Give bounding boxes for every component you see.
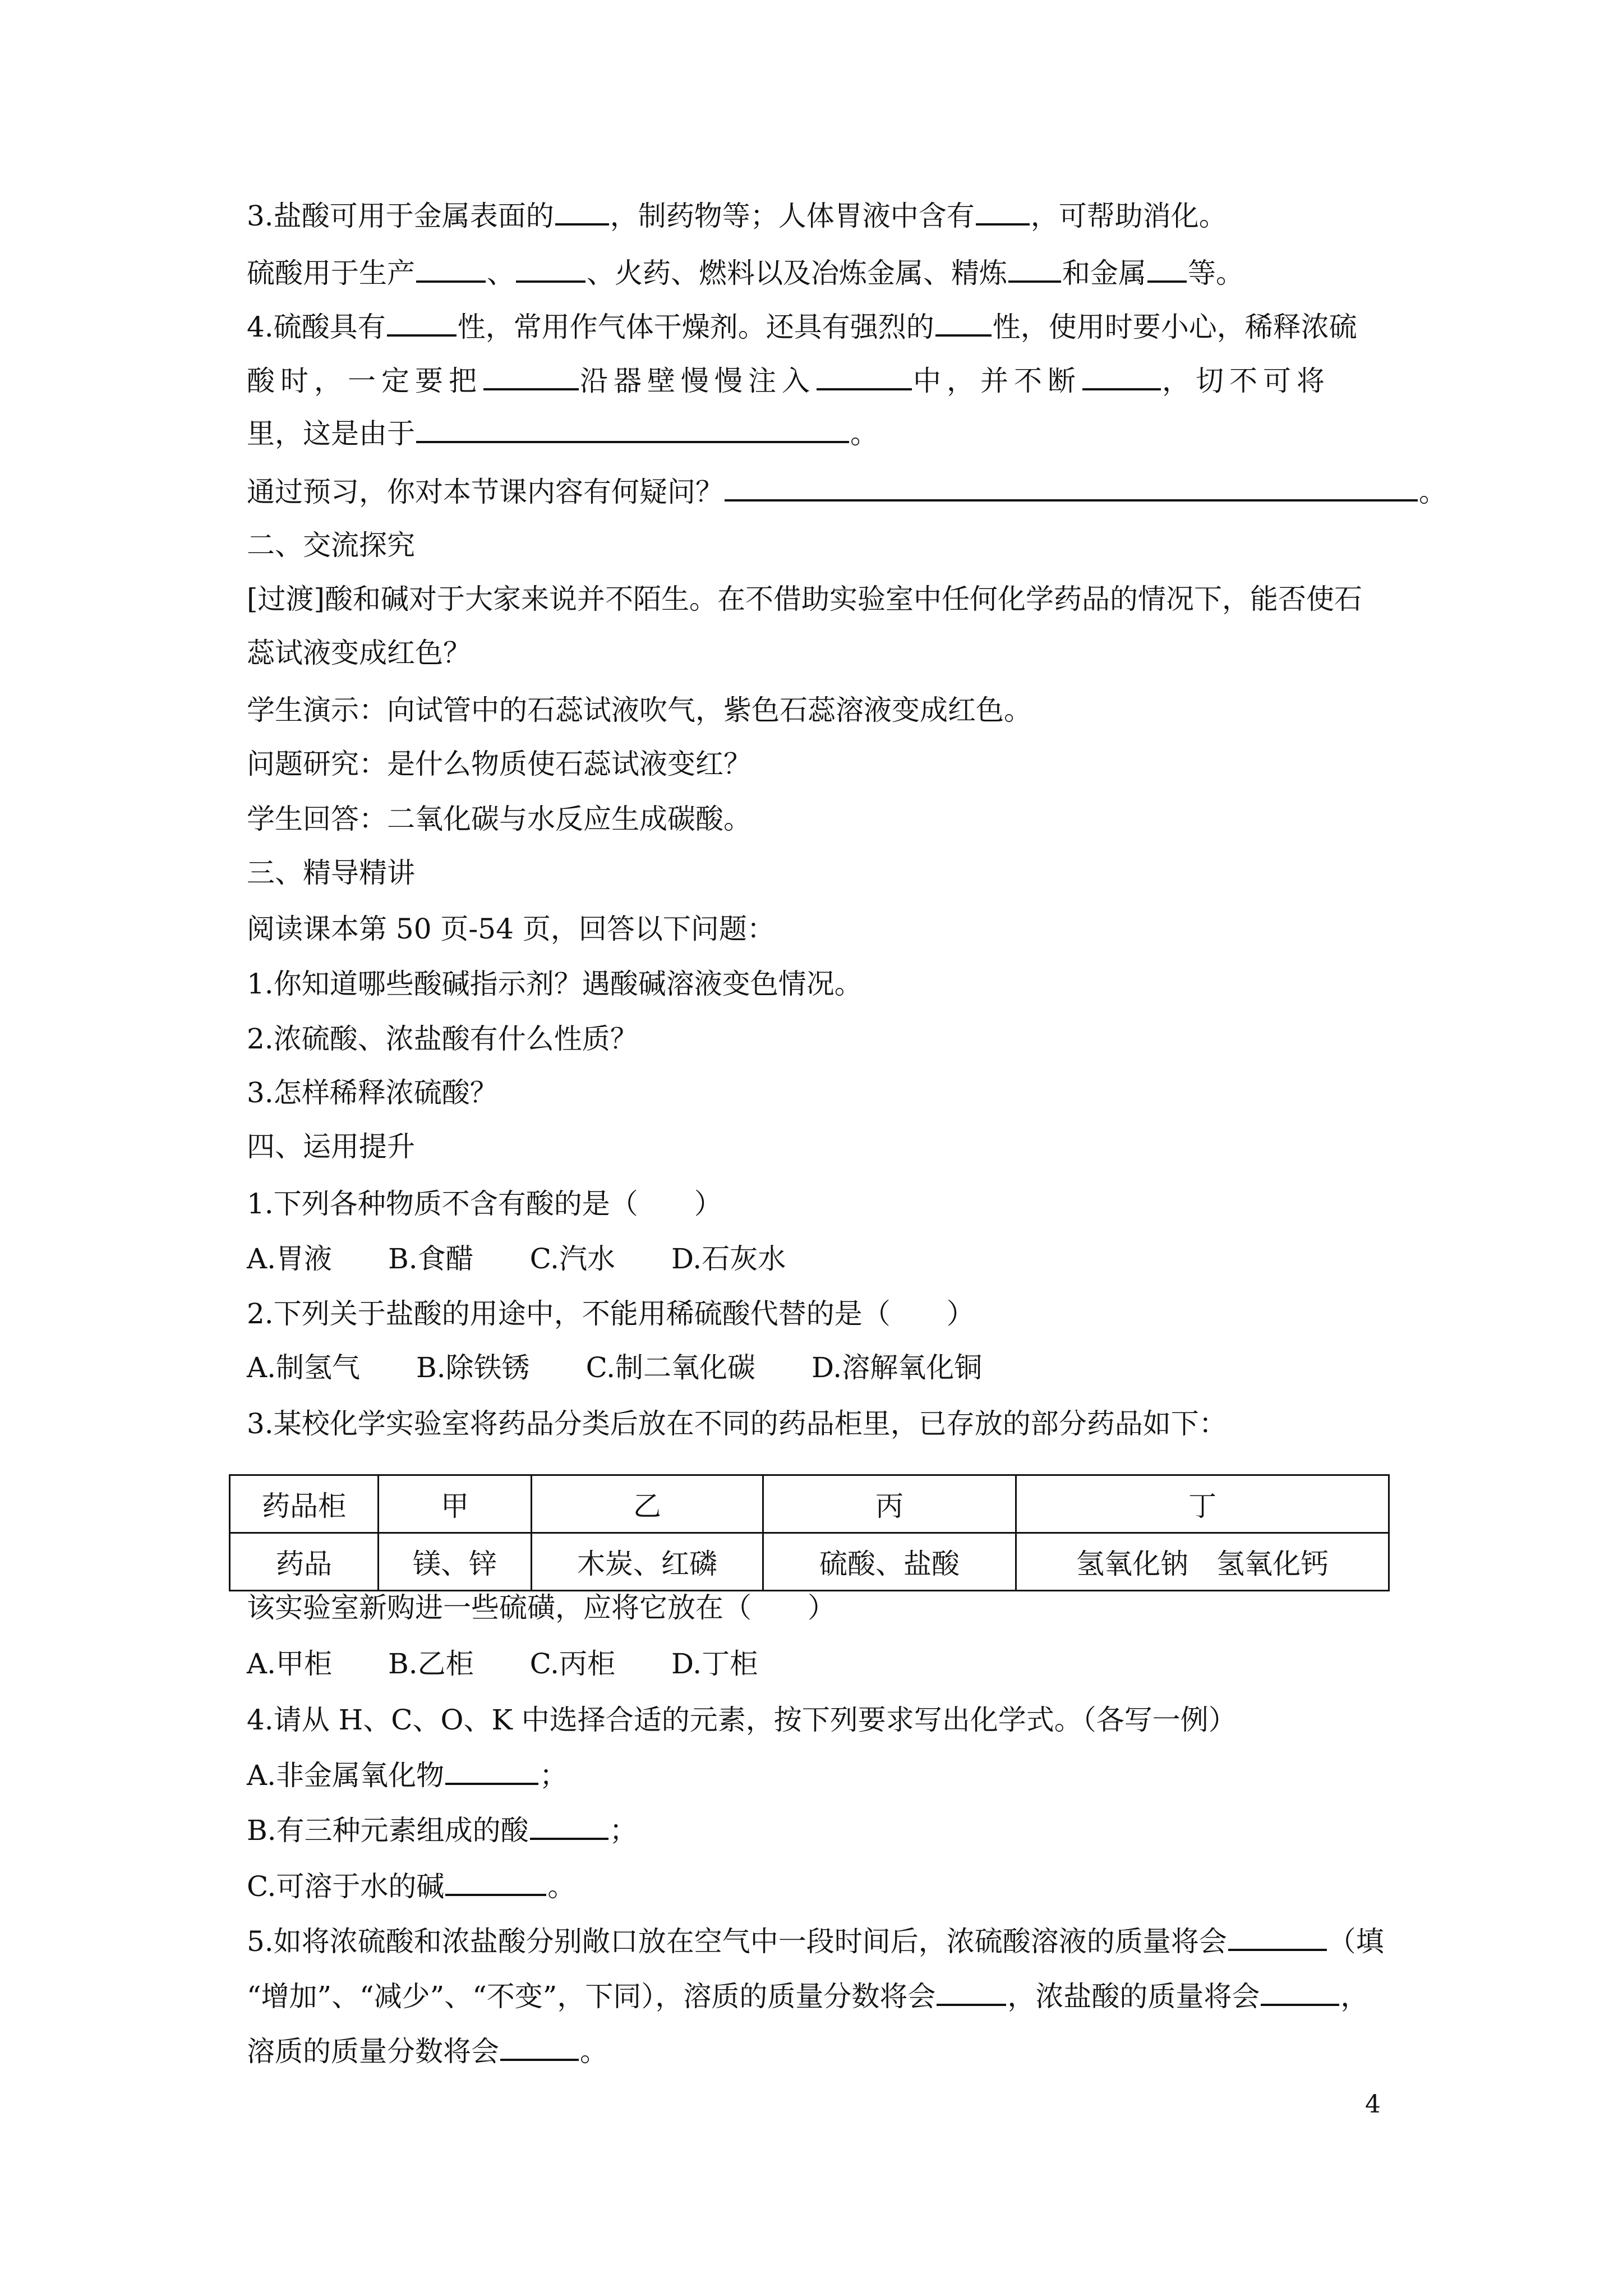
paragraph: 蕊试液变成红色？ <box>247 637 471 669</box>
table-cell: 药品 <box>230 1533 379 1591</box>
table-cell: 药品柜 <box>230 1475 379 1533</box>
fill-line-hcl-uses: 3.盐酸可用于金属表面的 ，制药物等；人体胃液中含有 ，可帮助消化。 <box>247 200 1227 232</box>
page-number: 4 <box>1365 2090 1381 2119</box>
table-cell: 乙 <box>532 1475 763 1533</box>
table-cell: 木炭、红磷 <box>532 1533 763 1591</box>
question-3-options: A.甲柜 B.乙柜 C.丙柜 D.丁柜 <box>247 1648 758 1680</box>
answer-blank[interactable] <box>416 256 486 283</box>
question-2-options: A.制氢气 B.除铁锈 C.制二氧化碳 D.溶解氧化铜 <box>247 1351 983 1384</box>
section-heading: 二、交流探究 <box>247 529 415 562</box>
question-1-options: A.胃液 B.食醋 C.汽水 D.石灰水 <box>247 1243 786 1275</box>
answer-blank[interactable] <box>725 475 1418 501</box>
section-heading: 三、精导精讲 <box>247 857 415 889</box>
question-4b: B.有三种元素组成的酸 ； <box>247 1814 638 1847</box>
chemical-cabinet-table <box>229 1474 1390 1591</box>
table-cell: 甲 <box>379 1475 532 1533</box>
fill-line-h2so4-properties: 4.硫酸具有 性，常用作气体干燥剂。还具有强烈的 性，使用时要小心，稀释浓硫 <box>247 311 1357 343</box>
paragraph: 学生演示：向试管中的石蕊试液吹气，紫色石蕊溶液变成红色。 <box>247 694 1032 726</box>
table-cell: 氢氧化钠 氢氧化钙 <box>1016 1533 1389 1591</box>
paragraph: 学生回答：二氧化碳与水反应生成碳酸。 <box>247 803 751 835</box>
preview-question-line: 通过预习，你对本节课内容有何疑问？ 。 <box>247 476 1447 508</box>
answer-blank[interactable] <box>1147 256 1187 283</box>
question-5-line-2: “增加”、“减少”、“不变”，下同），溶质的质量分数将会 ，浓盐酸的质量将会 ， <box>247 1980 1369 2013</box>
fill-line-dilution: 酸时，一定要把 沿器壁慢慢注入 中，并不断 ，切不可将 <box>247 365 1330 397</box>
answer-blank[interactable] <box>1008 256 1061 283</box>
answer-blank[interactable] <box>387 310 457 337</box>
answer-blank[interactable] <box>530 1813 608 1840</box>
table-row <box>230 1475 1389 1533</box>
answer-blank[interactable] <box>416 416 849 443</box>
question-2: 2.下列关于盐酸的用途中，不能用稀硫酸代替的是（ ） <box>247 1297 975 1330</box>
question-5-line-1: 5.如将浓硫酸和浓盐酸分别敞口放在空气中一段时间后，浓硫酸溶液的质量将会 （填 <box>247 1925 1384 1958</box>
paragraph: 1.你知道哪些酸碱指示剂？遇酸碱溶液变色情况。 <box>247 968 863 1000</box>
table-cell: 丙 <box>763 1475 1016 1533</box>
answer-blank[interactable] <box>935 310 992 337</box>
question-5-line-3: 溶质的质量分数将会 。 <box>247 2035 608 2068</box>
paragraph: [过渡]酸和碱对于大家来说并不陌生。在不借助实验室中任何化学药品的情况下，能否使石 <box>247 583 1363 615</box>
answer-blank[interactable] <box>445 1869 546 1896</box>
table-row <box>230 1533 1389 1591</box>
answer-blank[interactable] <box>1228 1924 1327 1951</box>
paragraph: 阅读课本第 50 页-54 页，回答以下问题： <box>247 913 775 945</box>
question-1: 1.下列各种物质不含有酸的是（ ） <box>247 1188 722 1220</box>
answer-blank[interactable] <box>500 2034 579 2061</box>
table-cell: 硫酸、盐酸 <box>763 1533 1016 1591</box>
paragraph: 问题研究：是什么物质使石蕊试液变红？ <box>247 748 751 780</box>
table-cell: 镁、锌 <box>379 1533 532 1591</box>
answer-blank[interactable] <box>976 199 1030 226</box>
answer-blank[interactable] <box>516 256 585 283</box>
question-4c: C.可溶于水的碱 。 <box>247 1870 576 1903</box>
answer-blank[interactable] <box>937 1979 1006 2006</box>
question-3-continuation: 该实验室新购进一些硫磺，应将它放在（ ） <box>247 1591 836 1624</box>
question-3: 3.某校化学实验室将药品分类后放在不同的药品柜里，已存放的部分药品如下： <box>247 1407 1227 1440</box>
fill-line-reason: 里，这是由于 。 <box>247 417 878 450</box>
answer-blank[interactable] <box>1261 1979 1339 2006</box>
answer-blank[interactable] <box>817 364 912 390</box>
fill-line-h2so4-uses: 硫酸用于生产 、 、火药、燃料以及冶炼金属、精炼 和金属 等。 <box>247 257 1244 289</box>
answer-blank[interactable] <box>445 1758 538 1785</box>
section-heading: 四、运用提升 <box>247 1130 415 1163</box>
answer-blank[interactable] <box>483 364 579 390</box>
answer-blank[interactable] <box>555 199 609 226</box>
question-4: 4.请从 H、C、O、K 中选择合适的元素，按下列要求写出化学式。（各写一例） <box>247 1704 1237 1736</box>
paragraph: 2.浓硫酸、浓盐酸有什么性质？ <box>247 1023 638 1055</box>
paragraph: 3.怎样稀释浓硫酸？ <box>247 1076 498 1109</box>
table-cell: 丁 <box>1016 1475 1389 1533</box>
answer-blank[interactable] <box>1082 364 1161 390</box>
question-4a: A.非金属氧化物 ； <box>247 1759 568 1792</box>
